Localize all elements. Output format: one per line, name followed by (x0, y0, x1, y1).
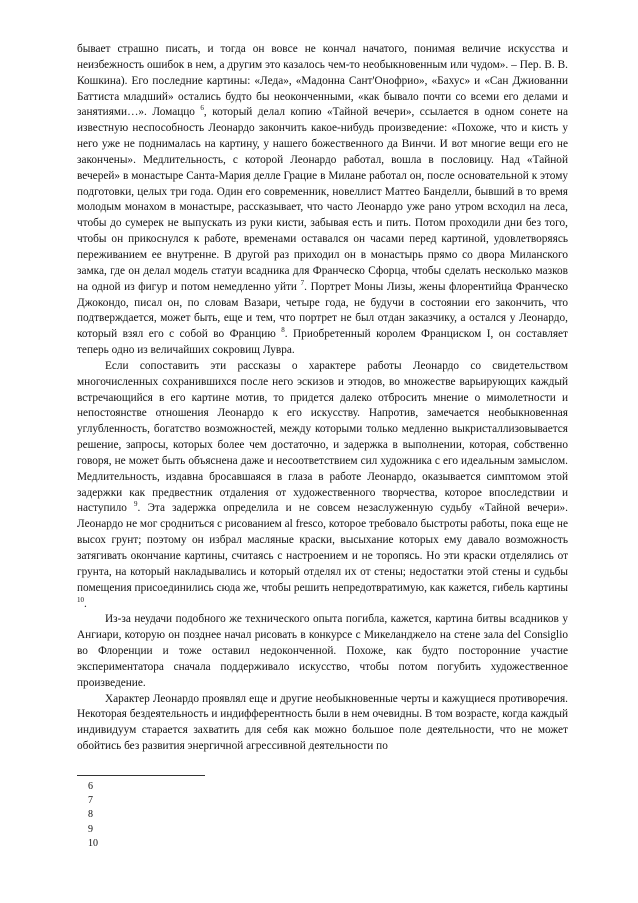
footnote-10[interactable]: 10 (88, 837, 98, 849)
footnote-separator (77, 775, 205, 776)
p1-text-d: . Приобретенный королем Франциском I, он составляет теперь одно из величайших сокровищ Лувра. (77, 328, 568, 357)
p2-text-a: Если сопоставить эти рассказы о характере работы Леонардо со свидетельством многочисленных сохранившихся после него эскизов и этюдов, во множестве варьирующих каждый встречающийся в его картине мотив, то придется далеко отбросить мнение о мимолетности и непостоянстве отношения Леонардо к его искусству. Напротив, замечается необыкновенная углубленность, богатство возможностей, между которыми только медленно выкристаллизовывается решение, запросы, которых более чем достаточно, и задержка в выполнении, которая, собственно говоря, не может быть объяснена даже и несоответствием сил художника с его идеальным замыслом. Медлительность, издавна бросавшаяся в глаза в работе Леонардо, оказывается симптомом этой задержки как предвестник отдаления от художественного творчества, которое впоследствии и наступило (77, 359, 568, 515)
document-body (77, 42, 568, 755)
paragraph-4 (77, 692, 568, 755)
paragraph-3 (77, 612, 568, 691)
p1-text-c: . Портрет Моны Лизы, жены флорентийца Франческо Джокондо, писал он, по словам Вазари, четыре года, не будучи в состоянии его закончить, что подтверждается, может быть, еще и тем, что портрет не был отдан заказчику, а остался у Леонардо, который взял его с собой во Францию (77, 280, 568, 341)
p3-text: Из-за неудачи подобного же технического опыта погибла, кажется, картина битвы всадников у Ангиари, которую он позднее начал рисовать в конкурсе с Микеланджело на стене зала del Consiglio во Флоренции и тоже оставил недоконченной. Похоже, как будто посторонние участие экспериментатора сначала поддерживало искусство, чтобы потом погубить художественное произведение. (77, 613, 568, 689)
footnote-ref-10[interactable]: 10 (77, 595, 84, 604)
footnote-ref-7[interactable]: 7 (300, 278, 305, 287)
p2-text-b: . Эта задержка определила и не совсем незаслуженную судьбу «Тайной вечери». Леонардо не мог сродниться с рисованием al fresco, которое требовало быстроты работы, пока еще не высох грунт; поэтому он избрал масляные краски, высыхание которых ему давало возможность затягивать окончание картины, считаясь с настроением и не торопясь. Но эти краски отделялись от грунта, на который накладывались и который отделял их от стены; недостатки этой стены и судьбы помещения присоединились сюда же, чтобы решить непредотвратимую, как кажется, гибель картины (77, 502, 568, 594)
footnote-6[interactable]: 6 (88, 781, 93, 792)
footnote-7[interactable]: 7 (88, 795, 93, 807)
footnotes-list (88, 780, 98, 851)
footnote-ref-8[interactable]: 8 (281, 326, 285, 335)
paragraph-2 (77, 359, 568, 613)
footnote-ref-9[interactable]: 9 (134, 500, 138, 509)
footnote-9[interactable]: 9 (88, 823, 93, 835)
footnote-ref-6[interactable]: 6 (200, 104, 204, 113)
p1-text-a: бывает страшно писать, и тогда он вовсе не кончал начатого, понимая величие искусства и неизбежность ошибок в нем, а другим это казалось чем-то необыкновенным или чудом». – Пер. В. В. Кошкина). Его последние картины: «Леда», «Мадонна Сант'Онофрио», «Бахус» и «Сан Джиованни Баттиста младший» остались будто бы неоконченными, «как бывало почти со всеми его делами и занятиями…». Ломаццо (77, 43, 568, 119)
footnote-8[interactable]: 8 (88, 809, 93, 821)
p4-text: Характер Леонардо проявлял еще и другие необыкновенные черты и кажущиеся противоречия. Некоторая бездеятельность и индифферентность были в нем очевидны. В том возрасте, когда каждый индивидуум старается захватить для себя как можно большое поле деятельности, что не может обойтись без развития энергичной агрессивной деятельности по (77, 692, 568, 753)
paragraph-1 (77, 42, 568, 359)
p1-text-b: , который делал копию «Тайной вечери», ссылается в одном сонете на известную неспособность Леонардо закончить какое-нибудь произведение: «Похоже, что и кисть у него уже не поднималась на картину, у нашего божественного да Винчи. И вот многие вещи его не закончены». Медлительность, с которой Леонардо работал, вошла в пословицу. Над «Тайной вечерей» в монастыре Санта-Мария делле Грацие в Милане работал он, после основательной к этому подготовки, целых три года. Один его современник, новеллист Маттео Банделли, бывший в то время молодым монахом в монастыре, рассказывает, что часто Леонардо уже рано утром всходил на леса, чтобы до сумерек не выпускать из руки кисти, забывая есть и пить. Потом проходили дни без того, чтобы он прикоснулся к работе, временами оставался он часами перед картиной, удовлетворяясь переживанием ее внутренне. В другой раз приходил он в монастырь прямо со двора Миланского замка, где он делал модель статуи всадника для Франческо Сфорца, чтобы сделать несколько мазков на одной из фигур и потом немедленно уйти (77, 106, 568, 293)
p2-text-c: . (84, 597, 87, 610)
